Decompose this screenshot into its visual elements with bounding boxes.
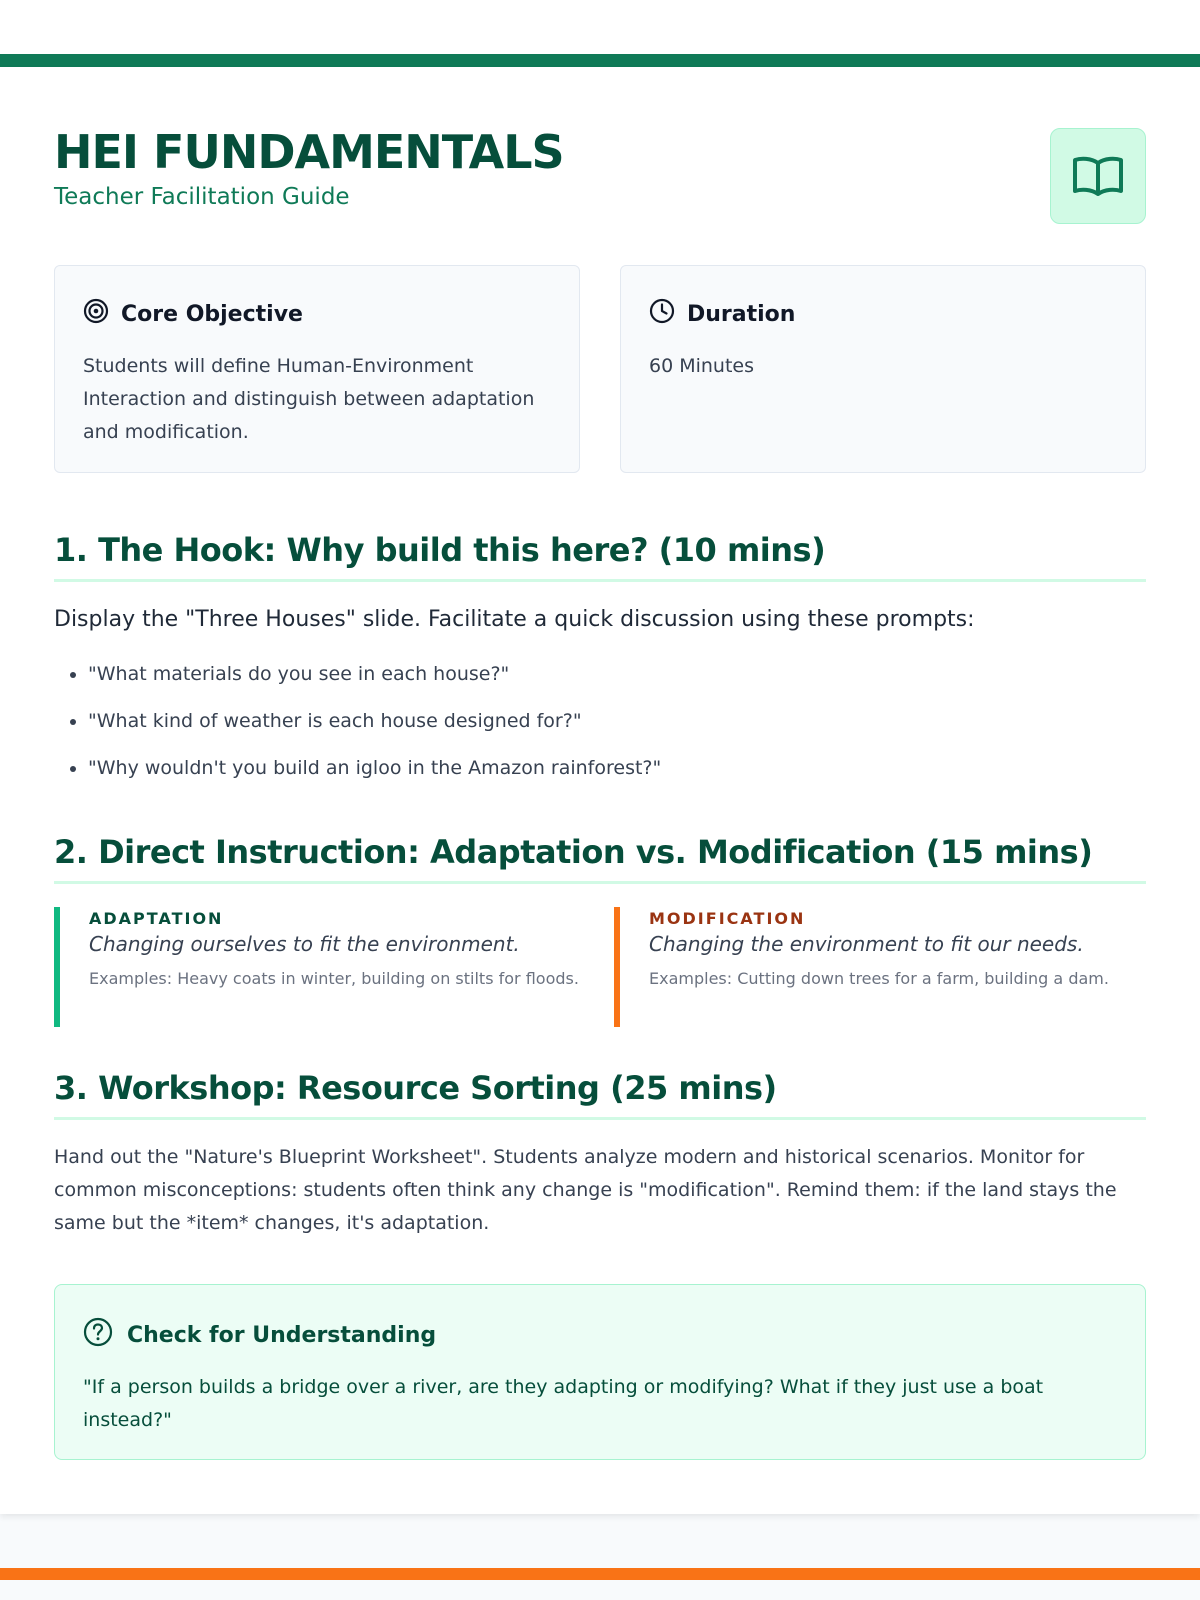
clock-icon (649, 298, 675, 330)
duration-card (620, 265, 1146, 473)
top-accent-bar (0, 54, 1200, 67)
adaptation-examples: Examples: Heavy coats in winter, building on stilts for floods. (89, 969, 579, 988)
check-title: Check for Understanding (127, 1322, 437, 1348)
adaptation-definition: Changing ourselves to fit the environment. (89, 932, 520, 956)
duration-header (649, 298, 1117, 330)
page-subtitle: Teacher Facilitation Guide (54, 184, 350, 211)
check-question: "If a person builds a bridge over a river, are they adapting or modifying? What if they just use a boat instead?" (83, 1376, 1044, 1431)
target-icon (83, 298, 109, 330)
list-item: • "Why wouldn't you build an igloo in the Amazon rainforest?" (88, 754, 1146, 801)
workshop-section-title: 3. Workshop: Resource Sorting (25 mins) (54, 1069, 1146, 1120)
adaptation-column (54, 907, 580, 1027)
core-objective-card (54, 265, 580, 473)
modification-column (614, 907, 1140, 1027)
guide-page (0, 67, 1200, 1514)
modification-examples: Examples: Cutting down trees for a farm, building a dam. (649, 969, 1109, 988)
list-item: • "What materials do you see in each house?" (88, 660, 1146, 707)
list-item: • "What kind of weather is each house designed for?" (88, 707, 1146, 754)
workshop-text: Hand out the "Nature's Blueprint Worksheet". Students analyze modern and historical scenarios. Monitor for common misconceptions: students often think any change is "modification". Remind them: if the land stays the same but the *item* changes, it's adaptation. (54, 1146, 1117, 1234)
book-open-icon (1050, 128, 1146, 224)
modification-definition: Changing the environment to fit our needs. (649, 932, 1084, 956)
core-objective-title: Core Objective (121, 301, 303, 327)
core-objective-header (83, 298, 551, 330)
check-header (83, 1317, 1117, 1353)
duration-text: 60 Minutes (649, 355, 755, 377)
adaptation-modification-comparison (54, 907, 1146, 1027)
page-header (54, 125, 1146, 225)
hook-prompt-list (54, 660, 1146, 801)
check-for-understanding-box (54, 1284, 1146, 1460)
question-circle-icon (83, 1317, 113, 1353)
modification-label: MODIFICATION (649, 909, 806, 928)
bottom-accent-bar (0, 1568, 1200, 1580)
page-title: HEI FUNDAMENTALS (54, 125, 564, 179)
hook-section-title: 1. The Hook: Why build this here? (10 mins) (54, 531, 1146, 582)
core-objective-text: Students will define Human-Environment Interaction and distinguish between adaptation and modification. (83, 355, 535, 443)
hook-intro: Display the "Three Houses" slide. Facilitate a quick discussion using these prompts: (54, 607, 975, 632)
adaptation-label: ADAPTATION (89, 909, 224, 928)
top-margin (0, 0, 1200, 54)
duration-title: Duration (687, 301, 796, 327)
instruction-section-title: 2. Direct Instruction: Adaptation vs. Modification (15 mins) (54, 833, 1146, 884)
